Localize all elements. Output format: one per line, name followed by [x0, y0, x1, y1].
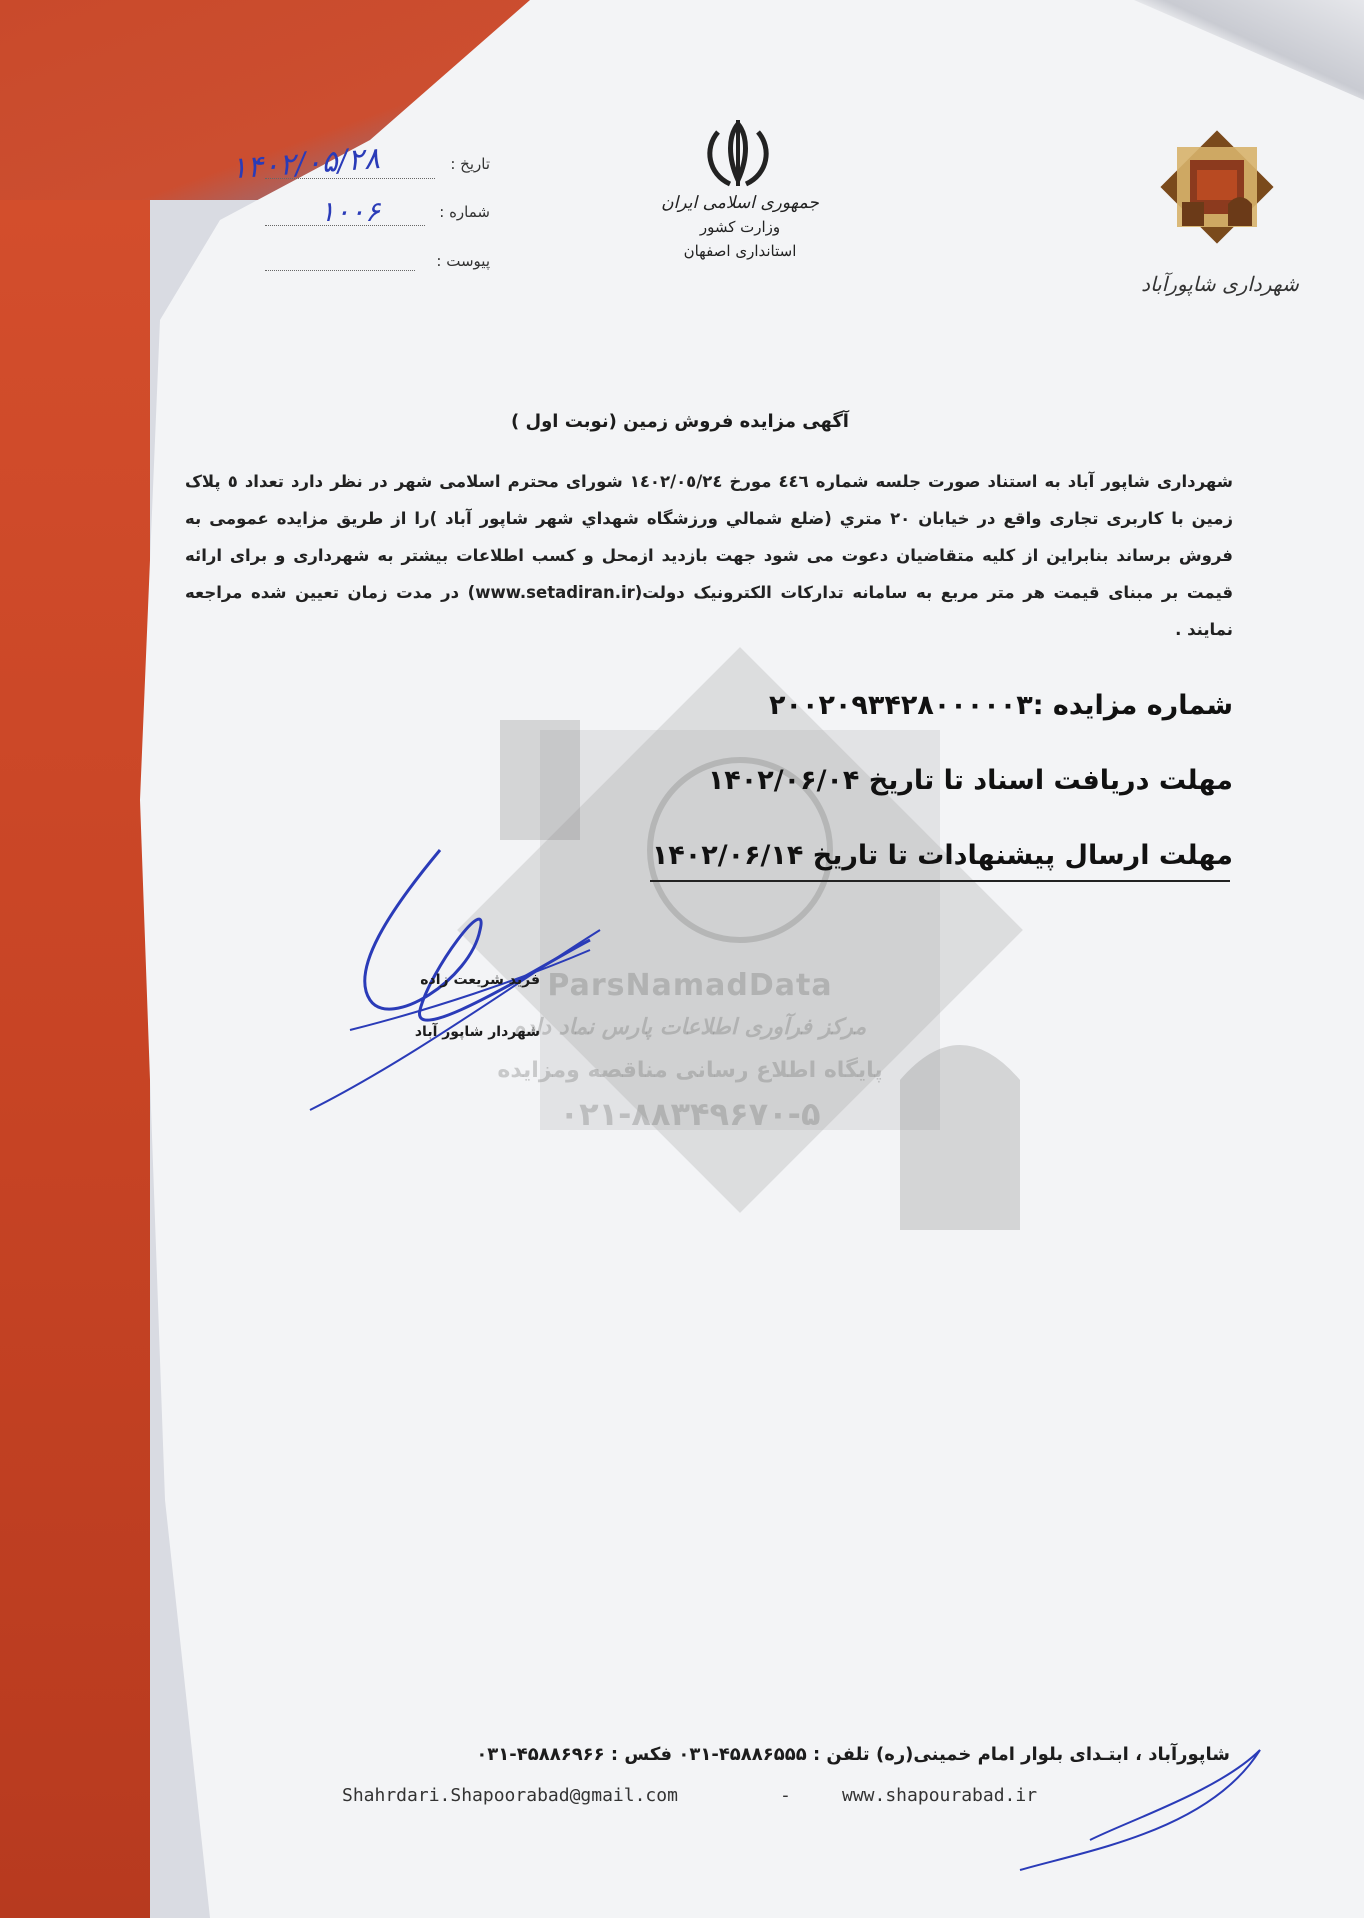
- attachment-dotted-line: [265, 270, 415, 271]
- iran-emblem-icon: [700, 118, 776, 190]
- municipality-logo-icon: [1142, 112, 1292, 262]
- date-label: تاریخ :: [450, 155, 490, 173]
- watermark-phone: ۰۲۱-۸۸۳۴۹۶۷۰-۵: [559, 1095, 821, 1133]
- emblem-line1: جمهوری اسلامی ایران: [661, 193, 819, 213]
- watermark-line1: مرکز فرآوری اطلاعات پارس نماد داده: [513, 1015, 867, 1040]
- footer-pen-stroke-icon: [1010, 1730, 1270, 1880]
- emblem-line2: وزارت کشور: [699, 218, 781, 236]
- date-value: ۱۴۰۲/۰۵/۲۸: [229, 141, 381, 187]
- deadline-bids: مهلت ارسال پیشنهادات تا تاریخ ۱۴۰۲/۰۶/۱۴: [651, 840, 1233, 871]
- signatory-name: فرید شریعت زاده: [420, 972, 540, 988]
- auction-number: شماره مزایده :۲۰۰۲۰۹۳۴۲۸۰۰۰۰۰۳: [769, 690, 1233, 721]
- notice-title: آگهی مزایده فروش زمین (نوبت اول ): [511, 411, 849, 432]
- bids-underline: [650, 880, 1230, 882]
- footer-email: Shahrdari.Shapoorabad@gmail.com: [342, 1785, 678, 1806]
- date-dotted-line: [265, 178, 435, 179]
- watermark-brand: ParsNamadData: [547, 968, 833, 1003]
- red-border-band: [0, 0, 150, 1918]
- emblem-line3: استانداری اصفهان: [683, 242, 797, 260]
- number-value: ۱۰۰۶: [319, 195, 380, 228]
- footer-separator: -: [780, 1785, 791, 1806]
- logo-caption: شهرداری شاپورآباد: [1141, 272, 1299, 296]
- footer-address: شاپورآباد ، ابتـدای بلوار امام خمینی(ره) تلفن : ۴۵۸۸۶۵۵۵-۰۳۱ فکس : ۴۵۸۸۶۹۶۶-۰۳۱: [476, 1744, 1230, 1765]
- deadline-documents: مهلت دریافت اسناد تا تاریخ ۱۴۰۲/۰۶/۰۴: [707, 765, 1233, 796]
- watermark-line2: پایگاه اطلاع رسانی مناقصه ومزایده: [497, 1058, 883, 1083]
- notice-body: شهرداری شاپور آباد به استناد صورت جلسه شماره ٤٤٦ مورخ ١٤٠٢/٠٥/٢٤ شورای محترم اسلامی شهر در نظر دارد تعداد ٥ پلاک زمین با کاربری تجاری واقع در خیابان ٢٠ متري (ضلع شمالي ورزشگاه شهداي شهر شاپور آباد )را از طریق مزایده عمومی به فروش برساند بنابراین از کلیه متقاضیان دعوت می شود جهت بازدید ازمحل و کسب اطلاعات بیشتر به شهرداری و برای ارائه قیمت بر مبنای قیمت هر متر مربع به سامانه تدارکات الکترونیک دولت(www.setadiran.ir) در مدت زمان تعیین شده مراجعه نمایند .: [185, 472, 1234, 639]
- number-label: شماره :: [439, 203, 490, 221]
- signatory-role: شهردار شاپور آباد: [414, 1024, 540, 1040]
- footer-website: www.shapourabad.ir: [842, 1785, 1038, 1806]
- attachment-label: پیوست :: [436, 252, 490, 270]
- number-dotted-line: [265, 225, 425, 226]
